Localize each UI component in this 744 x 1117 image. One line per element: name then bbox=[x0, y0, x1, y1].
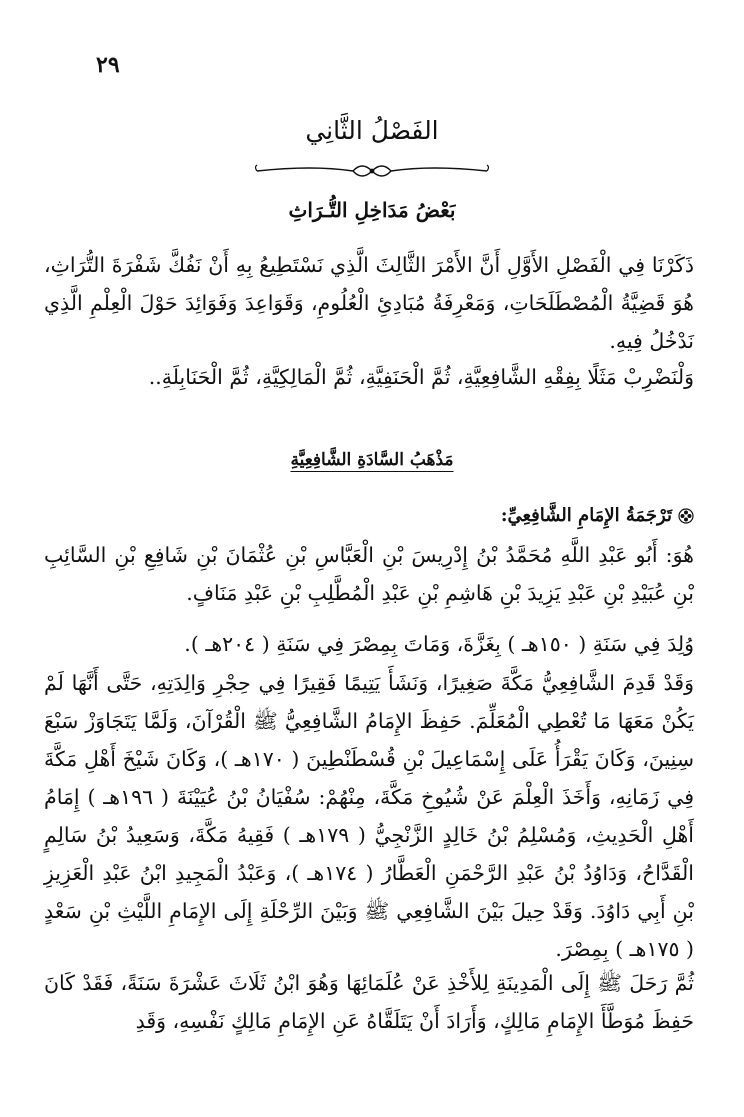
chapter-title: الفَصْلُ الثَّانِي bbox=[305, 116, 439, 145]
intro-paragraph-1: ذَكَرْنَا فِي الْفَصْلِ الأَوَّلِ أَنَّ الأَمْرَ الثَّالِثَ الَّذِي نَسْتَطِيعُ بِهِ أَنْ نَفُكَّ شَفْرَةَ التُّرَاثِ، هُوَ قَضِيَّةُ الْمُصْطَلَحَاتِ، وَمَعْرِفَةُ مُبَادِئِ الْعُلُومِ، وَقَوَاعِدَ وَفَوَائِدَ حَوْلَ الْعِلْمِ الَّذِي نَدْخُلُ فِيهِ. bbox=[44, 253, 694, 353]
biography-heading-label: تَرْجَمَةُ الإِمَامِ الشَّافِعِيِّ: bbox=[500, 505, 672, 526]
school-subheading: مَذْهَبُ السَّادَةِ الشَّافِعِيَّةِ bbox=[290, 450, 454, 470]
page-number: ٢٩ bbox=[96, 52, 120, 78]
biography-heading bbox=[501, 505, 694, 526]
intro-paragraph-2: وَلْنَضْرِبْ مَثَلًا بِفِقْهِ الشَّافِعِيَّةِ، ثُمَّ الْحَنَفِيَّةِ، ثُمَّ الْمَالِكِيَّةِ، ثُمَّ الْحَنَابِلَةِ.. bbox=[148, 365, 694, 389]
bio-paragraph-2: وُلِدَ فِي سَنَةِ ( ١٥٠هـ ) بِغَزَّةَ، وَمَاتَ بِمِصْرَ فِي سَنَةِ ( ٢٠٤هـ ). bbox=[184, 632, 694, 656]
bio-paragraph-3: وَقَدْ قَدِمَ الشَّافِعِيُّ مَكَّةَ صَغِيرًا، وَنَشَأَ يَتِيمًا فَقِيرًا فِي حِجْرِ وَالِدَتِهِ، حَتَّى أَنَّهَا لَمْ يَكُنْ مَعَهَا مَا تُعْطِي الْمُعَلِّمَ. حَفِظَ الإِمَامُ الشَّافِعِيُّ ﷺ الْقُرْآنَ، وَلَمَّا يَتَجَاوَزْ سَبْعَ سِنِينَ، وَكَانَ يَقْرَأُ عَلَى إِسْمَاعِيلَ بْنِ قُسْطَنْطِينَ ( ١٧٠هـ )، وَكَانَ شَيْخَ أَهْلِ مَكَّةَ فِي زَمَانِهِ، وَأَخَذَ الْعِلْمَ عَنْ شُيُوخِ مَكَّةَ، مِنْهُمْ: سُفْيَانُ بْنُ عُيَيْنَةَ ( ١٩٦هـ ) إِمَامُ أَهْلِ الْحَدِيثِ، وَمُسْلِمُ بْنُ خَالِدٍ الزَّنْجِيُّ ( ١٧٩هـ ) فَقِيهُ مَكَّةَ، وَسَعِيدُ بْنُ سَالِمٍ الْقَدَّاحُ، وَدَاوُدُ بْنُ عَبْدِ الرَّحْمَنِ الْعَطَّارُ ( ١٧٤هـ )، وَعَبْدُ الْمَجِيدِ ابْنُ عَبْدِ الْعَزِيزِ بْنِ أَبِي دَاوُدَ. وَقَدْ حِيلَ بَيْنَ الشَّافِعِي ﷺ وَبَيْنَ الرِّحْلَةِ إِلَى الإِمَامِ اللَّيْثِ بْنِ سَعْدٍ ( ١٧٥هـ ) بِمِصْرَ. bbox=[44, 671, 694, 961]
flower-bullet-icon bbox=[678, 508, 694, 524]
bio-paragraph-1: هُوَ: أَبُو عَبْدِ اللَّهِ مُحَمَّدُ بْنُ إِدْرِيسَ بْنِ الْعَبَّاسِ بْنِ عُثْمَانَ بْنِ شَافِعِ بْنِ السَّائِبِ بْنِ عُبَيْدِ بْنِ عَبْدِ يَزِيدَ بْنِ هَاشِمِ بْنِ عَبْدِ الْمُطَّلِبِ بْنِ عَبْدِ مَنَافٍ. bbox=[44, 543, 694, 605]
section-heading: بَعْضُ مَدَاخِلِ التُّـرَاثِ bbox=[288, 198, 456, 222]
divider-ornament-icon bbox=[253, 160, 491, 182]
bio-paragraph-4: ثُمَّ رَحَلَ ﷺ إِلَى الْمَدِينَةِ لِلأَخْذِ عَنْ عُلَمَائِهَا وَهُوَ ابْنُ ثَلَاثَ عَشْرَةَ سَنَةً، فَقَدْ كَانَ حَفِظَ مُوَطَّأَ الإِمَامِ مَالِكٍ، وَأَرَادَ أَنْ يَتَلَقَّاهُ عَنِ الإِمَامِ مَالِكٍ نَفْسِهِ، وَقَدِ bbox=[44, 971, 694, 1033]
